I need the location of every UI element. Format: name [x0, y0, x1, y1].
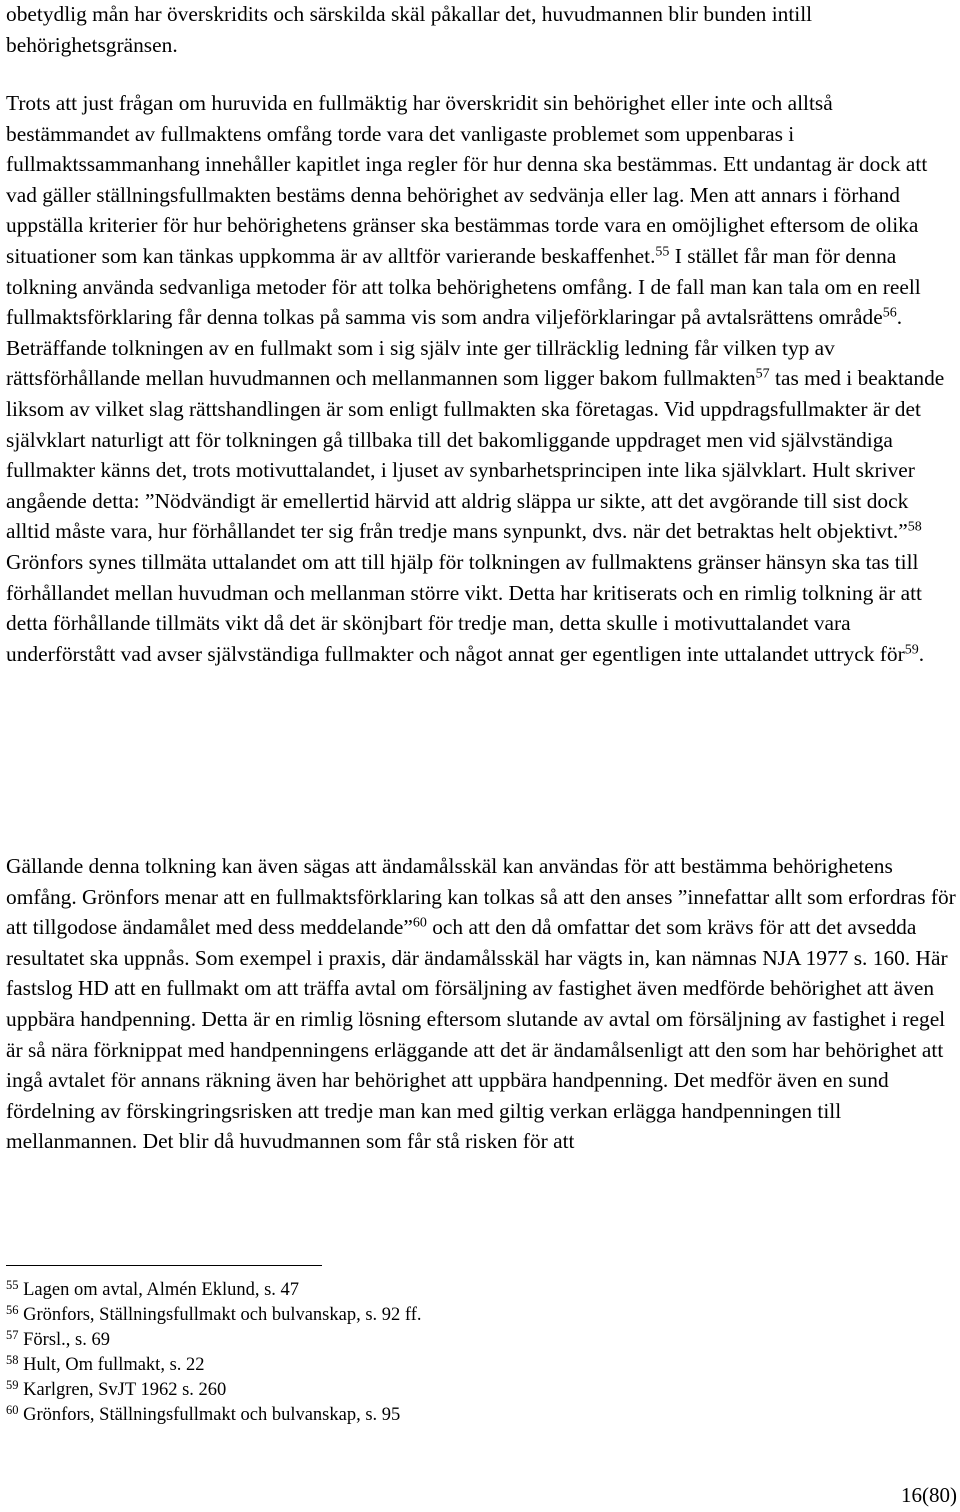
paragraph-1	[6, 0, 956, 60]
paragraph-2	[6, 88, 956, 669]
paragraph-2-text-6: .	[918, 641, 925, 666]
paragraph-1-text: obetydlig mån har överskridits och särskilda skäl påkallar det, huvudmannen blir bunden intill behörighetsgränsen.	[6, 2, 813, 57]
footnote-56	[6, 1303, 906, 1328]
footnote-number: 59	[6, 1377, 19, 1392]
footnote-55	[6, 1278, 906, 1303]
footnote-ref-57[interactable]: 57	[755, 366, 770, 382]
paragraph-2-text-4: tas med i beaktande liksom av vilket slag rättshandlingen är som enligt fullmakten ska företagas. Vid uppdragsfullmakter är det självklart naturligt att för tolkningen gå tillbaka till det bakomliggande uppdraget men vid självständiga fullmakter känns det, trots motivuttalandet, i ljuset av synbarhetsprincipen inte lika självklart. Hult skriver angående detta: ”Nödvändigt är emellertid härvid att aldrig släppa ur sikte, att det avgörande till sist dock alltid måste vara, hur förhållandet ter sig från tredje mans synpunkt, dvs. när det betraktas helt objektivt.”	[6, 366, 945, 544]
footnote-text: Grönfors, Ställningsfullmakt och bulvanskap, s. 92 ff.	[23, 1305, 422, 1325]
footnote-text: Grönfors, Ställningsfullmakt och bulvanskap, s. 95	[23, 1405, 401, 1425]
paragraph-3	[6, 851, 956, 1157]
footnote-text: Hult, Om fullmakt, s. 22	[23, 1355, 205, 1375]
paragraph-3-text-2: och att den då omfattar det som krävs för att det avsedda resultatet ska uppnås. Som exempel i praxis, där ändamålsskäl har vägts in, kan nämnas NJA 1977 s. 160. Här fastslog HD att en fullmakt om att träffa avtal om försäljning av fastighet även medförde behörighet att även uppbära handpenning. Detta är en rimlig lösning eftersom slutande av avtal om försäljning av fastighet i regel är så nära förknippat med handpenningens erläggande att det är ändamålsenligt att den som har behörighet att ingå avtalet för annans räkning även har behörighet att uppbära handpenning. Det medför även en sund fördelning av förskingringsrisken att tredje man kan med giltig verkan erlägga handpenningen till mellanmannen. Det blir då huvudmannen som får stå risken för att	[6, 915, 948, 1154]
paragraph-2-text-3: . Beträffande tolkningen av en fullmakt som i sig själv inte ger tillräcklig ledning får vilken typ av rättsförhållande mellan huvudmannen och mellanmannen som ligger bakom fullmakten	[6, 305, 903, 391]
footnote-ref-60[interactable]: 60	[412, 915, 427, 931]
footnote-59	[6, 1378, 906, 1403]
footnote-ref-59[interactable]: 59	[904, 642, 919, 657]
footnote-58	[6, 1353, 906, 1378]
footnote-text: Lagen om avtal, Almén Eklund, s. 47	[23, 1280, 300, 1300]
footnote-ref-56[interactable]: 56	[882, 305, 897, 321]
paragraph-2-text-5: Grönfors synes tillmäta uttalandet om att till hjälp för tolkningen av fullmaktens gränser hänsyn ska tas till förhållandet mellan huvudman och mellanman större vikt. Detta har kritiserats och en rimlig tolkning är att detta förhållande tillmäts vikt då det är skönjbart för tredje man, detta skulle i motivuttalandet vara underförstått vad avser självständiga fullmakter och något annat ger egentligen inte uttalandet uttryck för	[6, 549, 922, 666]
footnote-number: 60	[6, 1402, 19, 1417]
footnote-number: 58	[6, 1352, 19, 1367]
footnote-text: Försl., s. 69	[23, 1330, 110, 1350]
footnote-ref-58[interactable]: 58	[907, 519, 922, 535]
footnote-57	[6, 1328, 906, 1353]
footnotes	[6, 1278, 906, 1428]
paragraph-2-text-1: Trots att just frågan om huruvida en fullmäktig har överskridit sin behörighet eller inte och alltså bestämmandet av fullmaktens omfång torde vara det vanligaste problemet som uppenbaras i fullmaktssammanhang innehåller kapitlet inga regler för hur denna ska bestämmas. Ett undantag är dock att vad gäller ställningsfullmakten bestäms denna behörighet av sedvänja eller lag. Men att annars i förhand uppställa kriterier för hur behörighetens gränser ska bestämmas torde vara en omöjlighet eftersom de olika situationer som kan tänkas uppkomma är av alltför varierande beskaffenhet.	[6, 91, 928, 268]
footnote-number: 57	[6, 1327, 19, 1342]
paragraph-2-text-2: I stället får man för denna tolkning använda sedvanliga metoder för att tolka behörighetens omfång. I de fall man kan tala om en reell fullmaktsförklaring får denna tolkas på samma vis som andra viljeförklaringar på avtalsrättens område	[6, 243, 921, 330]
footnote-text: Karlgren, SvJT 1962 s. 260	[23, 1380, 227, 1400]
paragraph-3-text-1: Gällande denna tolkning kan även sägas att ändamålsskäl kan användas för att bestämma behörighetens omfång. Grönfors menar att en fullmaktsförklaring kan tolkas så att den anses ”innefattar allt som erfordras för att tillgodose ändamålet med dess meddelande”	[6, 854, 956, 940]
footnote-number: 56	[6, 1302, 19, 1317]
footnote-separator	[6, 1265, 322, 1266]
footnote-60	[6, 1403, 906, 1428]
footnote-ref-55[interactable]: 55	[655, 244, 670, 260]
footnote-number: 55	[6, 1277, 19, 1292]
page-number: 16(80)	[901, 1483, 957, 1507]
